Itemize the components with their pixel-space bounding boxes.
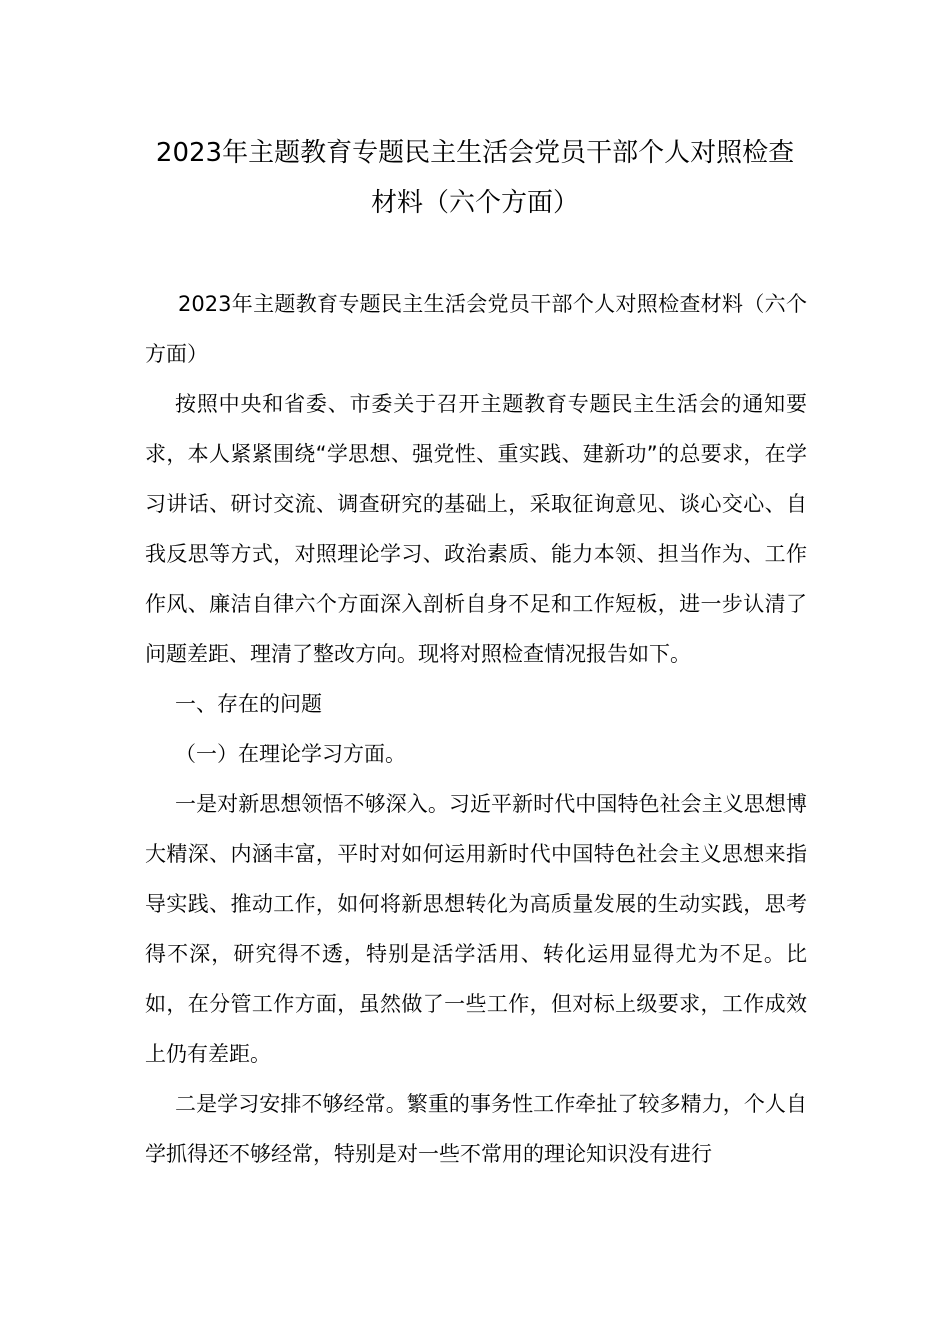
- subsection-heading: （一）在理论学习方面。: [175, 742, 406, 766]
- paragraph-intro: 按照中央和省委、市委关于召开主题教育专题民主生活会的通知要求，本人紧紧围绕“学思想、强党性、重实践、建新功”的总要求，在学习讲话、研讨交流、调查研究的基础上，采取征询意见、谈心交心、自我反思等方式，对照理论学习、政治素质、能力本领、担当作为、工作作风、廉洁自律六个方面深入剖析自身不足和工作短板，进一步认清了问题差距、理清了整改方向。现将对照检查情况报告如下。: [145, 392, 807, 666]
- document-title: 2023年主题教育专题民主生活会党员干部个人对照检查材料（六个方面）: [155, 138, 795, 218]
- paragraph-point-one: 一是对新思想领悟不够深入。习近平新时代中国特色社会主义思想博大精深、内涵丰富，平时对如何运用新时代中国特色社会主义思想来指导实践、推动工作，如何将新思想转化为高质量发展的生动实践，思考得不深，研究得不透，特别是活学活用、转化运用显得尤为不足。比如，在分管工作方面，虽然做了一些工作，但对标上级要求，工作成效上仍有差距。: [145, 792, 807, 1066]
- paragraph-subtitle: 2023年主题教育专题民主生活会党员干部个人对照检查材料（六个方面）: [145, 292, 807, 366]
- section-heading: 一、存在的问题: [175, 692, 322, 716]
- document-body: [145, 279, 807, 1179]
- paragraph-point-two: 二是学习安排不够经常。繁重的事务性工作牵扯了较多精力，个人自学抓得还不够经常，特别是对一些不常用的理论知识没有进行: [145, 1092, 807, 1166]
